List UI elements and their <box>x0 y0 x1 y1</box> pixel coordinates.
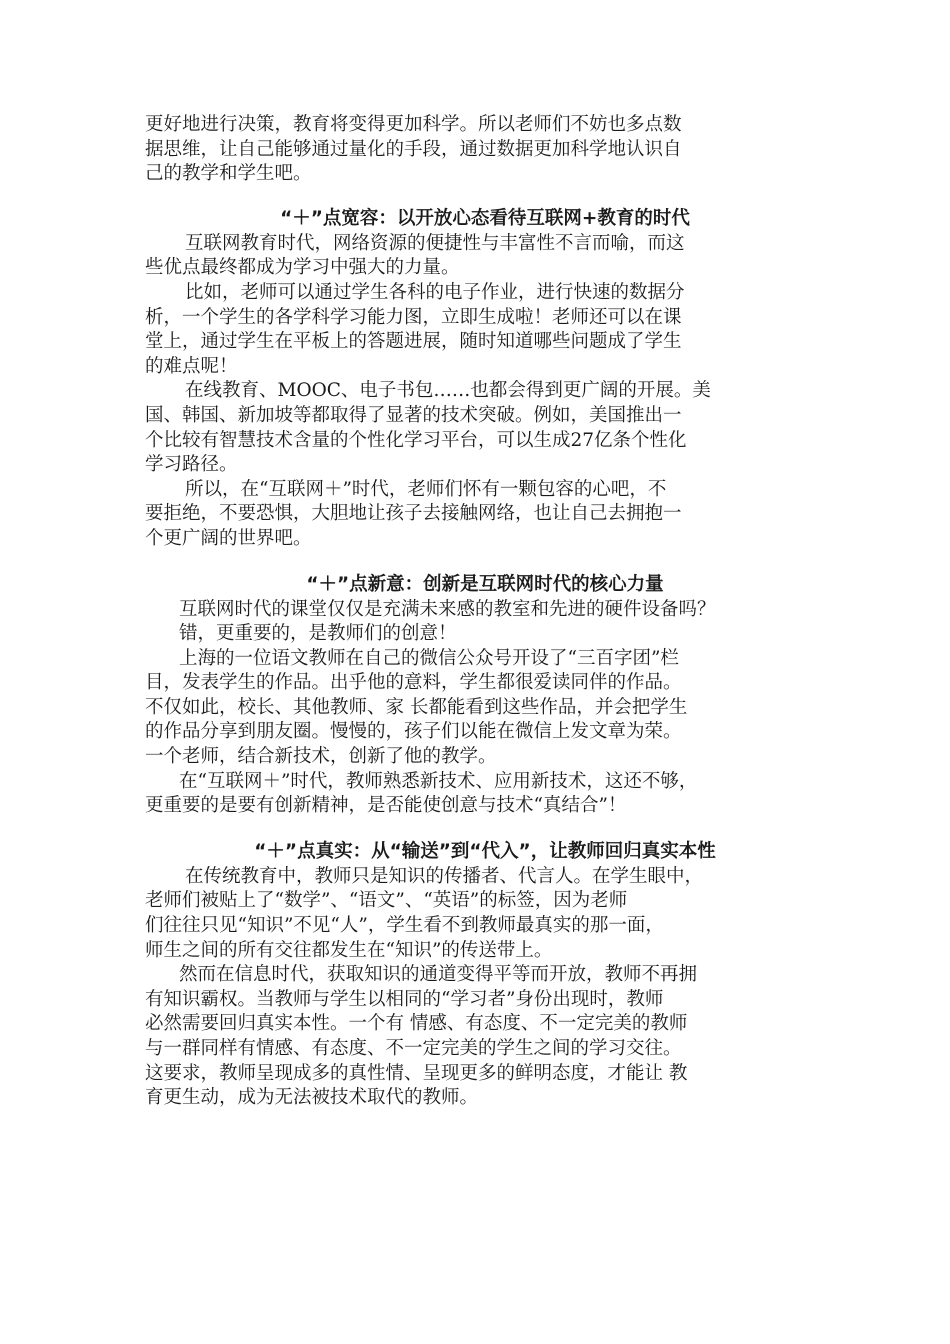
text-line: 要拒绝，不要恐惧，大胆地让孩子去接触网络，也让自己去拥抱一 <box>145 503 682 525</box>
text-line: 个比较有智慧技术含量的个性化学习平台，可以生成27亿条个性化 <box>145 429 687 451</box>
text-line: 互联网教育时代，网络资源的便捷性与丰富性不言而喻，而这 <box>185 232 685 254</box>
text-line: 个更广阔的世界吧。 <box>145 527 312 549</box>
section-heading-tolerance: “＋”点宽容：以开放心态看待互联网+教育的时代 <box>280 207 690 229</box>
text-line: 这要求，教师呈现成多的真性情、呈现更多的鲜明态度，才能让 教 <box>145 1062 688 1084</box>
text-line: 更重要的是要有创新精神，是否能使创意与技术“真结合”！ <box>145 795 627 817</box>
text-line: 的难点呢！ <box>145 355 238 377</box>
text-line: 目，发表学生的作品。出乎他的意料，学生都很爱读同伴的作品。 <box>145 672 682 694</box>
section-body-innovation <box>145 598 825 819</box>
text-line: 一个老师，结合新技术，创新了他的教学。 <box>145 746 497 768</box>
text-line: 的作品分享到朋友圈。慢慢的，孩子们以能在微信上发文章为荣。 <box>145 721 682 743</box>
text-line: 析，一个学生的各学科学习能力图，立即生成啦！老师还可以在课 <box>145 306 682 328</box>
section-heading-authenticity: “＋”点真实：从“输送”到“代入”，让教师回归真实本性 <box>254 840 716 862</box>
text-line: 必然需要回归真实本性。一个有 情感、有态度、不一定完美的教师 <box>145 1013 688 1035</box>
text-line: 在传统教育中，教师只是知识的传播者、代言人。在学生眼中， <box>185 865 704 887</box>
text-line: 互联网时代的课堂仅仅是充满未来感的教室和先进的硬件设备吗？ <box>179 598 716 620</box>
text-line: 师生之间的所有交往都发生在“知识”的传送带上。 <box>145 939 553 961</box>
text-line: 更好地进行决策，教育将变得更加科学。所以老师们不妨也多点数 <box>145 114 682 135</box>
text-line: 国、韩国、新加坡等都取得了显著的技术突破。例如，美国推出一 <box>145 404 682 426</box>
text-line: 据思维，让自己能够通过量化的手段，通过数据更加科学地认识自 <box>145 138 682 160</box>
section-body-tolerance <box>145 232 825 552</box>
intro-paragraph <box>145 113 825 187</box>
text-line: 在线教育、MOOC、电子书包……也都会得到更广阔的开展。美 <box>185 380 711 402</box>
text-line: 与一群同样有情感、有态度、不一定完美的学生之间的学习交往。 <box>145 1038 682 1059</box>
text-line: 然而在信息时代，获取知识的通道变得平等而开放，教师不再拥 <box>179 964 698 986</box>
text-line: 不仅如此，校长、其他教师、家 长都能看到这些作品，并会把学生 <box>145 696 688 718</box>
text-line: 育更生动，成为无法被技术取代的教师。 <box>145 1087 479 1109</box>
document-page <box>145 113 825 1111</box>
text-line: 比如，老师可以通过学生各科的电子作业，进行快速的数据分 <box>185 281 685 303</box>
text-line: 些优点最终都成为学习中强大的力量。 <box>145 257 460 279</box>
text-line: 学习路径。 <box>145 454 238 476</box>
text-line: 堂上，通过学生在平板上的答题进展，随时知道哪些问题成了学生 <box>145 331 682 353</box>
text-line: 错，更重要的，是教师们的创意！ <box>179 623 457 645</box>
section-heading-innovation: “＋”点新意：创新是互联网时代的核心力量 <box>306 573 664 595</box>
text-line: 在“互联网＋”时代，教师熟悉新技术、应用新技术，这还不够， <box>179 770 698 792</box>
text-line: 有知识霸权。当教师与学生以相同的“学习者”身份出现时，教师 <box>145 988 664 1010</box>
text-line: 所以，在“互联网＋”时代，老师们怀有一颗包容的心吧，不 <box>185 478 667 500</box>
text-line: 们往往只见“知识”不见“人”，学生看不到教师最真实的那一面， <box>145 915 664 937</box>
section-body-authenticity <box>145 865 825 1111</box>
text-line: 老师们被贴上了“数学”、“语文”、“英语”的标签，因为老师 <box>145 890 628 912</box>
text-line: 己的教学和学生吧。 <box>145 163 312 185</box>
text-line: 上海的一位语文教师在自己的微信公众号开设了“三百字团”栏 <box>179 647 679 669</box>
